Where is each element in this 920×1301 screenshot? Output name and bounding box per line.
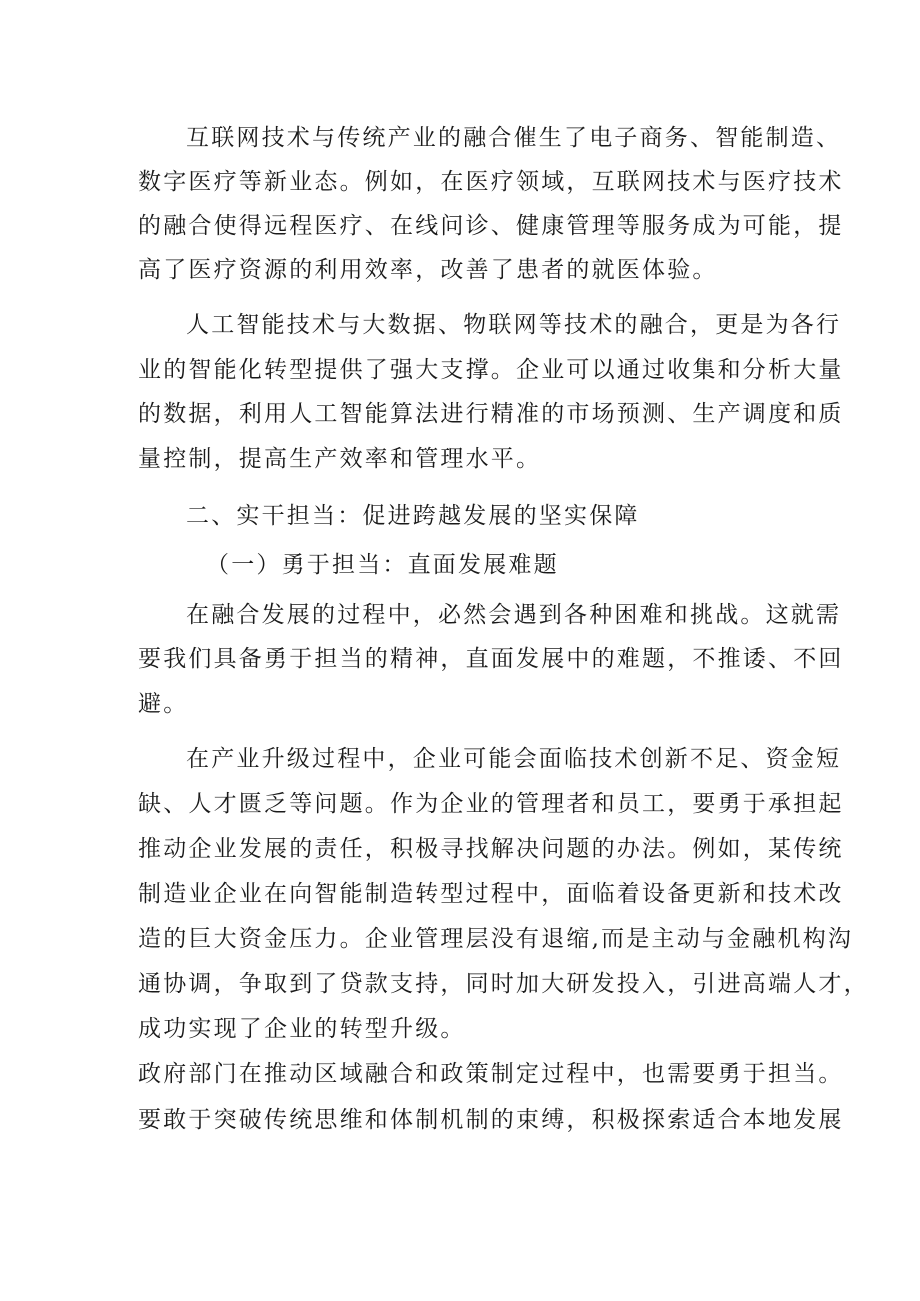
- paragraph-line: 的数据，利用人工智能算法进行精准的市场预测、生产调度和质: [138, 401, 844, 427]
- paragraph-line: 数字医疗等新业态。例如，在医疗领域，互联网技术与医疗技术: [138, 169, 844, 195]
- paragraph-line: 造的巨大资金压力。企业管理层没有退缩,而是主动与金融机构沟: [138, 926, 854, 952]
- paragraph-line: 高了医疗资源的利用效率，改善了患者的就医体验。: [138, 257, 718, 283]
- paragraph-line: 的融合使得远程医疗、在线问诊、健康管理等服务成为可能，提: [138, 213, 844, 239]
- paragraph-line: 人工智能技术与大数据、物联网等技术的融合，更是为各行: [186, 312, 842, 338]
- paragraph-line: 量控制，提高生产效率和管理水平。: [138, 446, 542, 472]
- paragraph-line: 缺、人才匮乏等问题。作为企业的管理者和员工，要勇于承担起: [138, 791, 844, 817]
- paragraph-line: 要敢于突破传统思维和体制机制的束缚，积极探索适合本地发展: [138, 1107, 844, 1133]
- paragraph-line: 在融合发展的过程中，必然会遇到各种困难和挑战。这就需: [186, 602, 842, 628]
- paragraph-line: 成功实现了企业的转型升级。: [138, 1016, 466, 1042]
- paragraph-line: 互联网技术与传统产业的融合催生了电子商务、智能制造、: [186, 125, 842, 151]
- paragraph-line: 业的智能化转型提供了强大支撑。企业可以通过收集和分析大量: [138, 357, 844, 383]
- paragraph-line: 避。: [138, 691, 189, 717]
- paragraph-line: 在产业升级过程中，企业可能会面临技术创新不足、资金短: [186, 746, 842, 772]
- paragraph-line: 制造业企业在向智能制造转型过程中，面临着设备更新和技术改: [138, 881, 844, 907]
- paragraph-line: 通协调，争取到了贷款支持，同时加大研发投入，引进高端人才，: [138, 971, 869, 997]
- section-heading: 二、实干担当：促进跨越发展的坚实保障: [186, 503, 640, 529]
- paragraph-line: 要我们具备勇于担当的精神，直面发展中的难题，不推诿、不回: [138, 646, 844, 672]
- subsection-heading: （一）勇于担当：直面发展难题: [206, 552, 559, 578]
- paragraph-line: 政府部门在推动区域融合和政策制定过程中，也需要勇于担当。: [138, 1061, 844, 1087]
- paragraph-line: 推动企业发展的责任，积极寻找解决问题的办法。例如，某传统: [138, 836, 844, 862]
